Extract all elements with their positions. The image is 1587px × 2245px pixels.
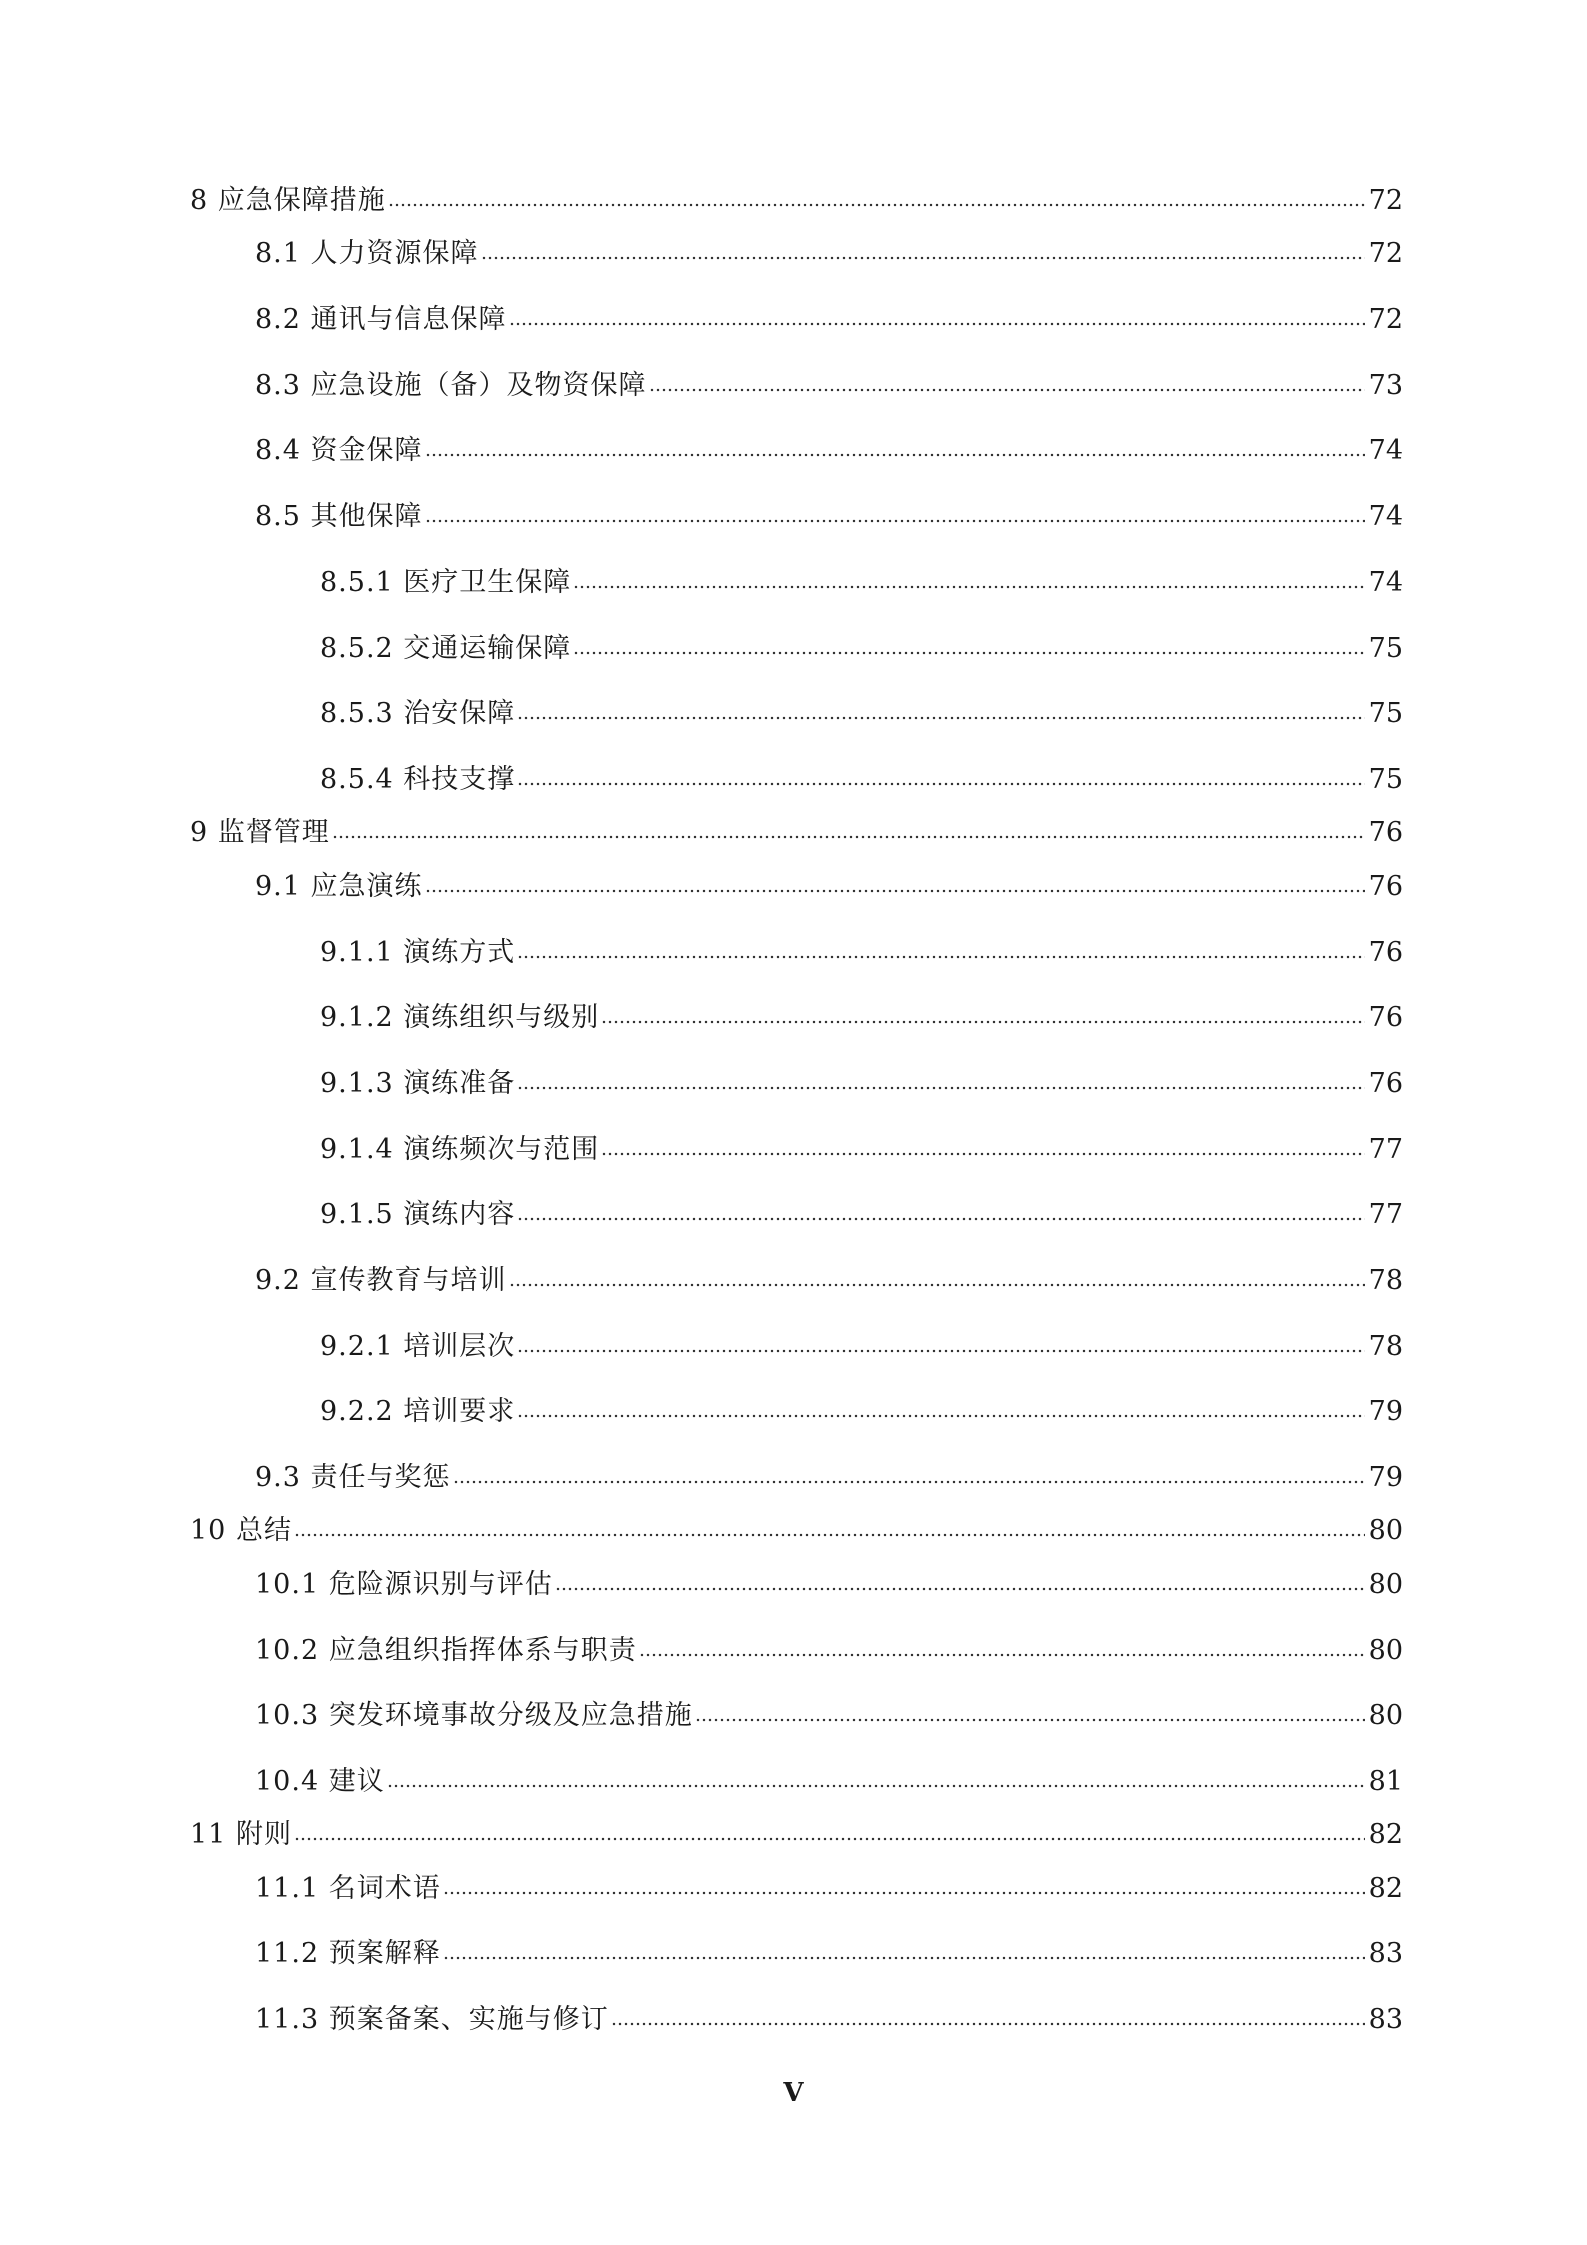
toc-entry-page: 73 xyxy=(1368,370,1403,401)
toc-entry-label: 8.4 资金保障 xyxy=(255,435,423,466)
dot-leader xyxy=(509,1281,1365,1289)
toc-entry-page: 75 xyxy=(1368,633,1403,664)
toc-entry-page: 75 xyxy=(1368,764,1403,795)
toc-entry-page: 76 xyxy=(1368,1068,1403,1099)
toc-entry-page: 80 xyxy=(1368,1700,1403,1731)
dot-leader xyxy=(481,254,1365,262)
toc-entry-page: 75 xyxy=(1368,698,1403,729)
toc-entry[interactable] xyxy=(0,1258,1587,1298)
toc-entry-page: 80 xyxy=(1368,1569,1403,1600)
dot-leader xyxy=(517,1412,1365,1420)
dot-leader xyxy=(387,1782,1365,1790)
toc-entry[interactable] xyxy=(0,1562,1587,1602)
dot-leader xyxy=(425,451,1365,459)
toc-entry-label: 10.3 突发环境事故分级及应急措施 xyxy=(255,1700,693,1731)
toc-entry-label: 8.2 通讯与信息保障 xyxy=(255,304,507,335)
toc-entry[interactable] xyxy=(0,297,1587,337)
dot-leader xyxy=(294,1531,1365,1539)
dot-leader xyxy=(517,1347,1365,1355)
toc-entry-label: 9.1.2 演练组织与级别 xyxy=(320,1002,600,1033)
toc-entry-page: 80 xyxy=(1368,1515,1403,1546)
toc-entry[interactable] xyxy=(0,864,1587,904)
toc-entry-page: 76 xyxy=(1368,937,1403,968)
toc-entry-page: 76 xyxy=(1368,871,1403,902)
toc-entry-label: 10 总结 xyxy=(190,1515,292,1546)
toc-entry[interactable] xyxy=(0,231,1587,271)
toc-entry-page: 83 xyxy=(1368,2004,1403,2035)
toc-entry[interactable] xyxy=(0,810,1587,850)
toc-entry-label: 11.2 预案解释 xyxy=(255,1938,441,1969)
toc-entry-label: 11 附则 xyxy=(190,1819,292,1850)
dot-leader xyxy=(388,201,1365,209)
dot-leader xyxy=(443,1889,1365,1897)
toc-entry[interactable] xyxy=(0,930,1587,970)
toc-entry-page: 72 xyxy=(1368,185,1403,216)
toc-entry-label: 9.1.3 演练准备 xyxy=(320,1068,516,1099)
toc-entry-label: 9.1.1 演练方式 xyxy=(320,937,516,968)
toc-entry-page: 77 xyxy=(1368,1199,1403,1230)
toc-entry-page: 83 xyxy=(1368,1938,1403,1969)
toc-entry-label: 8.5.2 交通运输保障 xyxy=(320,633,572,664)
toc-entry[interactable] xyxy=(0,757,1587,797)
toc-entry-page: 77 xyxy=(1368,1134,1403,1165)
page-number: V xyxy=(783,2078,804,2108)
toc-entry-page: 76 xyxy=(1368,817,1403,848)
dot-leader xyxy=(555,1585,1365,1593)
toc-entry[interactable] xyxy=(0,1628,1587,1668)
dot-leader xyxy=(601,1018,1365,1026)
toc-entry-page: 82 xyxy=(1368,1819,1403,1850)
toc-entry-label: 9.2.2 培训要求 xyxy=(320,1396,516,1427)
toc-entry-label: 9.3 责任与奖惩 xyxy=(255,1462,451,1493)
toc-entry-page: 74 xyxy=(1368,501,1403,532)
toc-entry-label: 8.5.4 科技支撑 xyxy=(320,764,516,795)
dot-leader xyxy=(517,1215,1365,1223)
toc-entry-label: 9.1 应急演练 xyxy=(255,871,423,902)
toc-entry-label: 8.5.3 治安保障 xyxy=(320,698,516,729)
toc-entry-page: 74 xyxy=(1368,567,1403,598)
toc-entry[interactable] xyxy=(0,1192,1587,1232)
dot-leader xyxy=(517,780,1365,788)
toc-entry[interactable] xyxy=(0,1997,1587,2037)
toc-entry-page: 81 xyxy=(1368,1766,1403,1797)
toc-entry[interactable] xyxy=(0,178,1587,218)
toc-entry-label: 9 监督管理 xyxy=(190,817,330,848)
toc-entry-label: 9.1.4 演练频次与范围 xyxy=(320,1134,600,1165)
toc-entry[interactable] xyxy=(0,691,1587,731)
dot-leader xyxy=(601,1150,1365,1158)
toc-entry[interactable] xyxy=(0,1759,1587,1799)
dot-leader xyxy=(517,1084,1365,1092)
toc-entry[interactable] xyxy=(0,1389,1587,1429)
toc-entry[interactable] xyxy=(0,1931,1587,1971)
dot-leader xyxy=(294,1835,1365,1843)
toc-entry[interactable] xyxy=(0,1127,1587,1167)
dot-leader xyxy=(332,833,1365,841)
dot-leader xyxy=(453,1478,1365,1486)
toc-entry-label: 8.5.1 医疗卫生保障 xyxy=(320,567,572,598)
toc-entry-label: 8.5 其他保障 xyxy=(255,501,423,532)
toc-entry-label: 10.4 建议 xyxy=(255,1766,385,1797)
toc-entry-page: 74 xyxy=(1368,435,1403,466)
toc-entry[interactable] xyxy=(0,494,1587,534)
toc-entry[interactable] xyxy=(0,995,1587,1035)
toc-entry-label: 11.3 预案备案、实施与修订 xyxy=(255,2004,609,2035)
dot-leader xyxy=(649,386,1365,394)
dot-leader xyxy=(573,583,1365,591)
toc-entry-label: 8 应急保障措施 xyxy=(190,185,386,216)
toc-entry[interactable] xyxy=(0,1693,1587,1733)
toc-entry-page: 80 xyxy=(1368,1635,1403,1666)
toc-entry[interactable] xyxy=(0,428,1587,468)
toc-entry-page: 78 xyxy=(1368,1265,1403,1296)
toc-entry[interactable] xyxy=(0,1866,1587,1906)
dot-leader xyxy=(517,714,1365,722)
toc-entry-page: 82 xyxy=(1368,1873,1403,1904)
dot-leader xyxy=(611,2020,1365,2028)
toc-entry[interactable] xyxy=(0,1455,1587,1495)
toc-entry[interactable] xyxy=(0,1061,1587,1101)
toc-entry[interactable] xyxy=(0,363,1587,403)
toc-entry-label: 9.2 宣传教育与培训 xyxy=(255,1265,507,1296)
toc-entry-label: 9.1.5 演练内容 xyxy=(320,1199,516,1230)
dot-leader xyxy=(425,887,1365,895)
dot-leader xyxy=(639,1651,1365,1659)
toc-entry[interactable] xyxy=(0,1508,1587,1548)
toc-entry-page: 79 xyxy=(1368,1462,1403,1493)
toc-entry-label: 8.1 人力资源保障 xyxy=(255,238,479,269)
dot-leader xyxy=(517,953,1365,961)
toc-entry-page: 76 xyxy=(1368,1002,1403,1033)
toc-entry-page: 78 xyxy=(1368,1331,1403,1362)
toc-entry-label: 9.2.1 培训层次 xyxy=(320,1331,516,1362)
toc-entry-label: 11.1 名词术语 xyxy=(255,1873,441,1904)
toc-entry[interactable] xyxy=(0,1812,1587,1852)
toc-entry-label: 8.3 应急设施（备）及物资保障 xyxy=(255,370,647,401)
dot-leader xyxy=(695,1716,1365,1724)
toc-entry-page: 72 xyxy=(1368,238,1403,269)
dot-leader xyxy=(509,320,1365,328)
dot-leader xyxy=(573,649,1365,657)
toc-entry-label: 10.2 应急组织指挥体系与职责 xyxy=(255,1635,637,1666)
toc-entry-page: 72 xyxy=(1368,304,1403,335)
toc-entry[interactable] xyxy=(0,560,1587,600)
toc-entry[interactable] xyxy=(0,626,1587,666)
dot-leader xyxy=(443,1954,1365,1962)
toc-entry-page: 79 xyxy=(1368,1396,1403,1427)
toc-entry-label: 10.1 危险源识别与评估 xyxy=(255,1569,553,1600)
dot-leader xyxy=(425,517,1365,525)
toc-entry[interactable] xyxy=(0,1324,1587,1364)
